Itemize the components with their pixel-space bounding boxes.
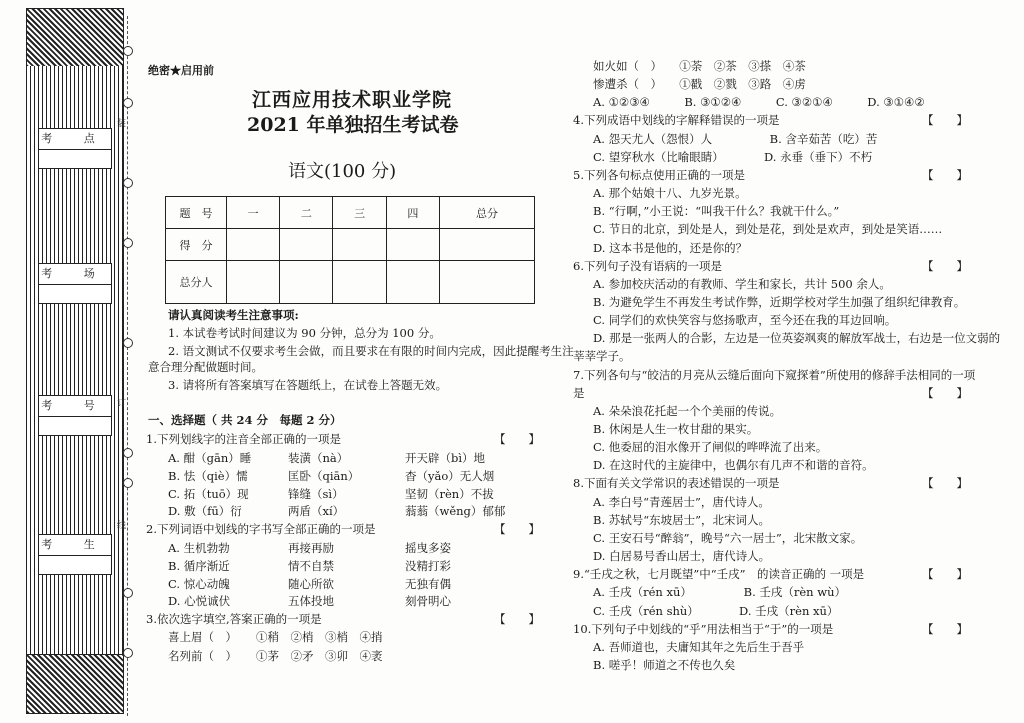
question-stem: 6.下列句子没有语病的一项是 <box>573 259 722 273</box>
option-text: 如火如（ ） ①荼 ②茶 ③搽 ④茶 <box>593 59 806 73</box>
side-char: 订 <box>117 399 127 409</box>
table-cell: 四 <box>386 197 439 229</box>
option-text: 随心所欲 <box>288 577 334 591</box>
option-text: 锋缝（sì） <box>288 487 344 501</box>
option-text: A. 生机勃勃 <box>168 541 230 555</box>
option-text: A. ①②③④ B. ③①②④ C. ③②①④ D. ③①④② <box>593 95 925 109</box>
label-exam-number: 考 号 <box>38 395 112 417</box>
answer-bracket: 【 】 <box>922 622 968 636</box>
option-text: B. 循序渐近 <box>168 559 230 573</box>
table-cell: 题 号 <box>166 197 227 229</box>
table-cell: 二 <box>280 197 333 229</box>
field-exam-number[interactable] <box>38 416 112 436</box>
option-text: 再接再励 <box>288 541 334 555</box>
option-text: 匡卧（qiān） <box>288 469 360 483</box>
option-text: 杳（yǎo）无人烟 <box>405 469 495 483</box>
option-text: A. 那个姑娘十八、九岁光景。 <box>593 186 747 200</box>
option-text: 摇曳多姿 <box>405 541 451 555</box>
option-text: A. 参加校庆活动的有教师、学生和家长，共计 500 余人。 <box>593 277 891 291</box>
notes-item: 3. 请将所有答案填写在答题纸上，在试卷上答题无效。 <box>168 378 448 392</box>
side-char: 线 <box>117 521 127 531</box>
option-text: 蓊蓊（wěng）郁郁 <box>405 504 506 518</box>
binding-hole <box>123 338 133 348</box>
score-cell[interactable] <box>227 261 280 304</box>
score-cell[interactable] <box>280 229 333 261</box>
option-text: D. 敷（fū）衍 <box>168 504 242 518</box>
option-text: B. 怯（qiè）懦 <box>168 469 248 483</box>
option-text: C. 壬戌（rén shù） D. 壬戌（rèn xū） <box>593 604 839 618</box>
option-text: 五体投地 <box>288 594 334 608</box>
option-text: B. 苏轼号“东坡居士”，北宋词人。 <box>593 513 771 527</box>
table-cell: 总分人 <box>166 261 227 304</box>
question-stem: 4.下列成语中划线的字解释错误的一项是 <box>573 113 780 127</box>
option-text: 莘莘学子。 <box>573 349 631 363</box>
score-cell[interactable] <box>386 261 439 304</box>
score-cell[interactable] <box>386 229 439 261</box>
table-row <box>166 261 535 304</box>
question-stem: 9.“壬戌之秋，七月既望”中“壬戌” 的读音正确的 一项是 <box>573 567 865 581</box>
option-text: B. 休闲是人生一枚甘甜的果实。 <box>593 422 759 436</box>
answer-bracket: 【 】 <box>922 168 968 182</box>
table-cell: 得 分 <box>166 229 227 261</box>
table-cell: 三 <box>333 197 386 229</box>
option-text: D. 在这时代的主旋律中，也偶尔有几声不和谐的音符。 <box>593 458 874 472</box>
option-text: 名列前（ ） <box>168 649 237 663</box>
school-title: 江西应用技术职业学院 <box>252 89 453 111</box>
answer-bracket: 【 】 <box>494 612 540 626</box>
hatch-pattern <box>26 8 124 68</box>
notes-item: 意合理分配做题时间。 <box>148 360 263 374</box>
secret-label: 绝密★启用前 <box>148 64 214 77</box>
option-text: ①稍 ②梢 ③梢 ④捎 <box>256 630 383 644</box>
field-examinee[interactable] <box>38 555 112 575</box>
question-stem: 7.下列各句与“皎洁的月亮从云缝后面向下窥探着”所使用的修辞手法相同的一项 <box>573 368 976 382</box>
option-text: D. 这本书是他的，还是你的？ <box>593 241 748 255</box>
exam-title: 2021 年单独招生考试卷 <box>247 114 459 136</box>
question-stem: 5.下列各句标点使用正确的一项是 <box>573 168 745 182</box>
option-text: C. 望穿秋水（比喻眼睛） D. 永垂（垂下）不朽 <box>593 150 873 164</box>
option-text: 情不自禁 <box>288 559 334 573</box>
binding-strip <box>14 8 132 714</box>
side-char: 装 <box>117 119 127 129</box>
binding-hole <box>123 46 133 56</box>
table-row <box>166 197 535 229</box>
option-text: 没精打彩 <box>405 559 451 573</box>
label-exam-site: 考 点 <box>38 128 112 150</box>
answer-bracket: 【 】 <box>922 113 968 127</box>
option-text: A. 吾师道也，夫庸知其年之先后生于吾乎 <box>593 640 805 654</box>
option-text: C. 惊心动魄 <box>168 577 230 591</box>
notes-item: 2. 语文测试不仅要求考生会做，而且要求在有限的时间内完成，因此提醒考生注 <box>168 344 574 358</box>
option-text: A. 怨天尤人（怨恨）人 B. 含辛茹苦（吃）苦 <box>593 132 878 146</box>
score-cell[interactable] <box>280 261 333 304</box>
binding-hole <box>123 238 133 248</box>
label-examinee: 考 生 <box>38 534 112 556</box>
binding-hole <box>123 478 133 488</box>
option-text: B. 嗟乎！师道之不传也久矣 <box>593 658 736 672</box>
score-cell[interactable] <box>439 261 534 304</box>
field-exam-site[interactable] <box>38 149 112 169</box>
option-text: 惨遭杀（ ） ①戳 ②戮 ③路 ④虏 <box>593 77 806 91</box>
option-text: D. 心悦诚伏 <box>168 594 231 608</box>
binding-hole <box>123 588 133 598</box>
option-text: 开天辟（bì）地 <box>405 451 486 465</box>
score-cell[interactable] <box>227 229 280 261</box>
option-text: 坚韧（rèn）不拔 <box>405 487 494 501</box>
question-stem: 2.下列词语中划线的字书写全部正确的一项是 <box>146 522 376 536</box>
field-exam-room[interactable] <box>38 284 112 304</box>
option-text: A. 壬戌（rén xū） B. 壬戌（rèn wù） <box>593 585 846 599</box>
question-stem: 10.下列句子中划线的“乎”用法相当于“于”的一项是 <box>573 622 834 636</box>
binding-hole <box>123 178 133 188</box>
score-cell[interactable] <box>439 229 534 261</box>
option-text: A. 酣（gān）睡 <box>168 451 252 465</box>
binding-hole <box>123 98 133 108</box>
section-title: 一、选择题（ 共 24 分 每题 2 分） <box>148 413 342 427</box>
score-cell[interactable] <box>333 261 386 304</box>
label-exam-room: 考 场 <box>38 263 112 285</box>
answer-bracket: 【 】 <box>494 432 540 446</box>
notes-title: 请认真阅读考生注意事项: <box>168 308 299 322</box>
option-text: ①茅 ②矛 ③卯 ④袤 <box>256 649 383 663</box>
subject-title: 语文(100 分) <box>288 161 397 182</box>
question-stem: 8.下面有关文学常识的表述错误的一项是 <box>573 476 780 490</box>
question-stem: 3.依次选字填空,答案正确的一项是 <box>146 612 322 626</box>
table-cell: 一 <box>227 197 280 229</box>
answer-bracket: 【 】 <box>922 386 968 400</box>
score-table <box>165 196 535 304</box>
option-text: A. 李白号“青莲居士”，唐代诗人。 <box>593 495 770 509</box>
option-text: 装潢（nà） <box>288 451 349 465</box>
binding-dashed-line <box>127 16 128 716</box>
question-stem: 1.下列划线字的注音全部正确的一项是 <box>146 432 341 446</box>
option-text: C. 王安石号“醉翁”，晚号“六一居士”，北宋散文家。 <box>593 531 863 545</box>
option-text: D. 白居易号香山居士，唐代诗人。 <box>593 549 771 563</box>
option-text: D. 那是一张两人的合影，左边是一位英姿飒爽的解放军战士，右边是一位文弱的 <box>593 331 1001 345</box>
answer-bracket: 【 】 <box>922 259 968 273</box>
binding-hole <box>123 448 133 458</box>
hatch-pattern <box>26 654 124 714</box>
option-text: B. “行啊，”小王说：“叫我干什么？我就干什么。” <box>593 204 840 218</box>
option-text: 刻骨明心 <box>405 594 451 608</box>
option-text: C. 同学们的欢快笑容与悠扬歌声，至今还在我的耳边回响。 <box>593 313 897 327</box>
notes-item: 1. 本试卷考试时间建议为 90 分钟，总分为 100 分。 <box>168 326 441 340</box>
option-text: B. 为避免学生不再发生考试作弊，近期学校对学生加强了组织纪律教育。 <box>593 295 966 309</box>
option-text: 两盾（xí） <box>288 504 345 518</box>
answer-bracket: 【 】 <box>922 567 968 581</box>
option-text: C. 拓（tuō）现 <box>168 487 249 501</box>
table-cell: 总分 <box>439 197 534 229</box>
question-stem: 是 <box>573 386 585 400</box>
option-text: 无独有偶 <box>405 577 451 591</box>
score-cell[interactable] <box>333 229 386 261</box>
option-text: A. 朵朵浪花托起一个个美丽的传说。 <box>593 404 782 418</box>
option-text: C. 节日的北京，到处是人，到处是花，到处是欢声，到处是笑语…… <box>593 222 943 236</box>
option-text: 喜上眉（ ） <box>168 630 237 644</box>
table-row <box>166 229 535 261</box>
option-text: C. 他委屈的泪水像开了闸似的哗哗流了出来。 <box>593 440 828 454</box>
binding-hole <box>123 648 133 658</box>
answer-bracket: 【 】 <box>922 476 968 490</box>
answer-bracket: 【 】 <box>494 522 540 536</box>
